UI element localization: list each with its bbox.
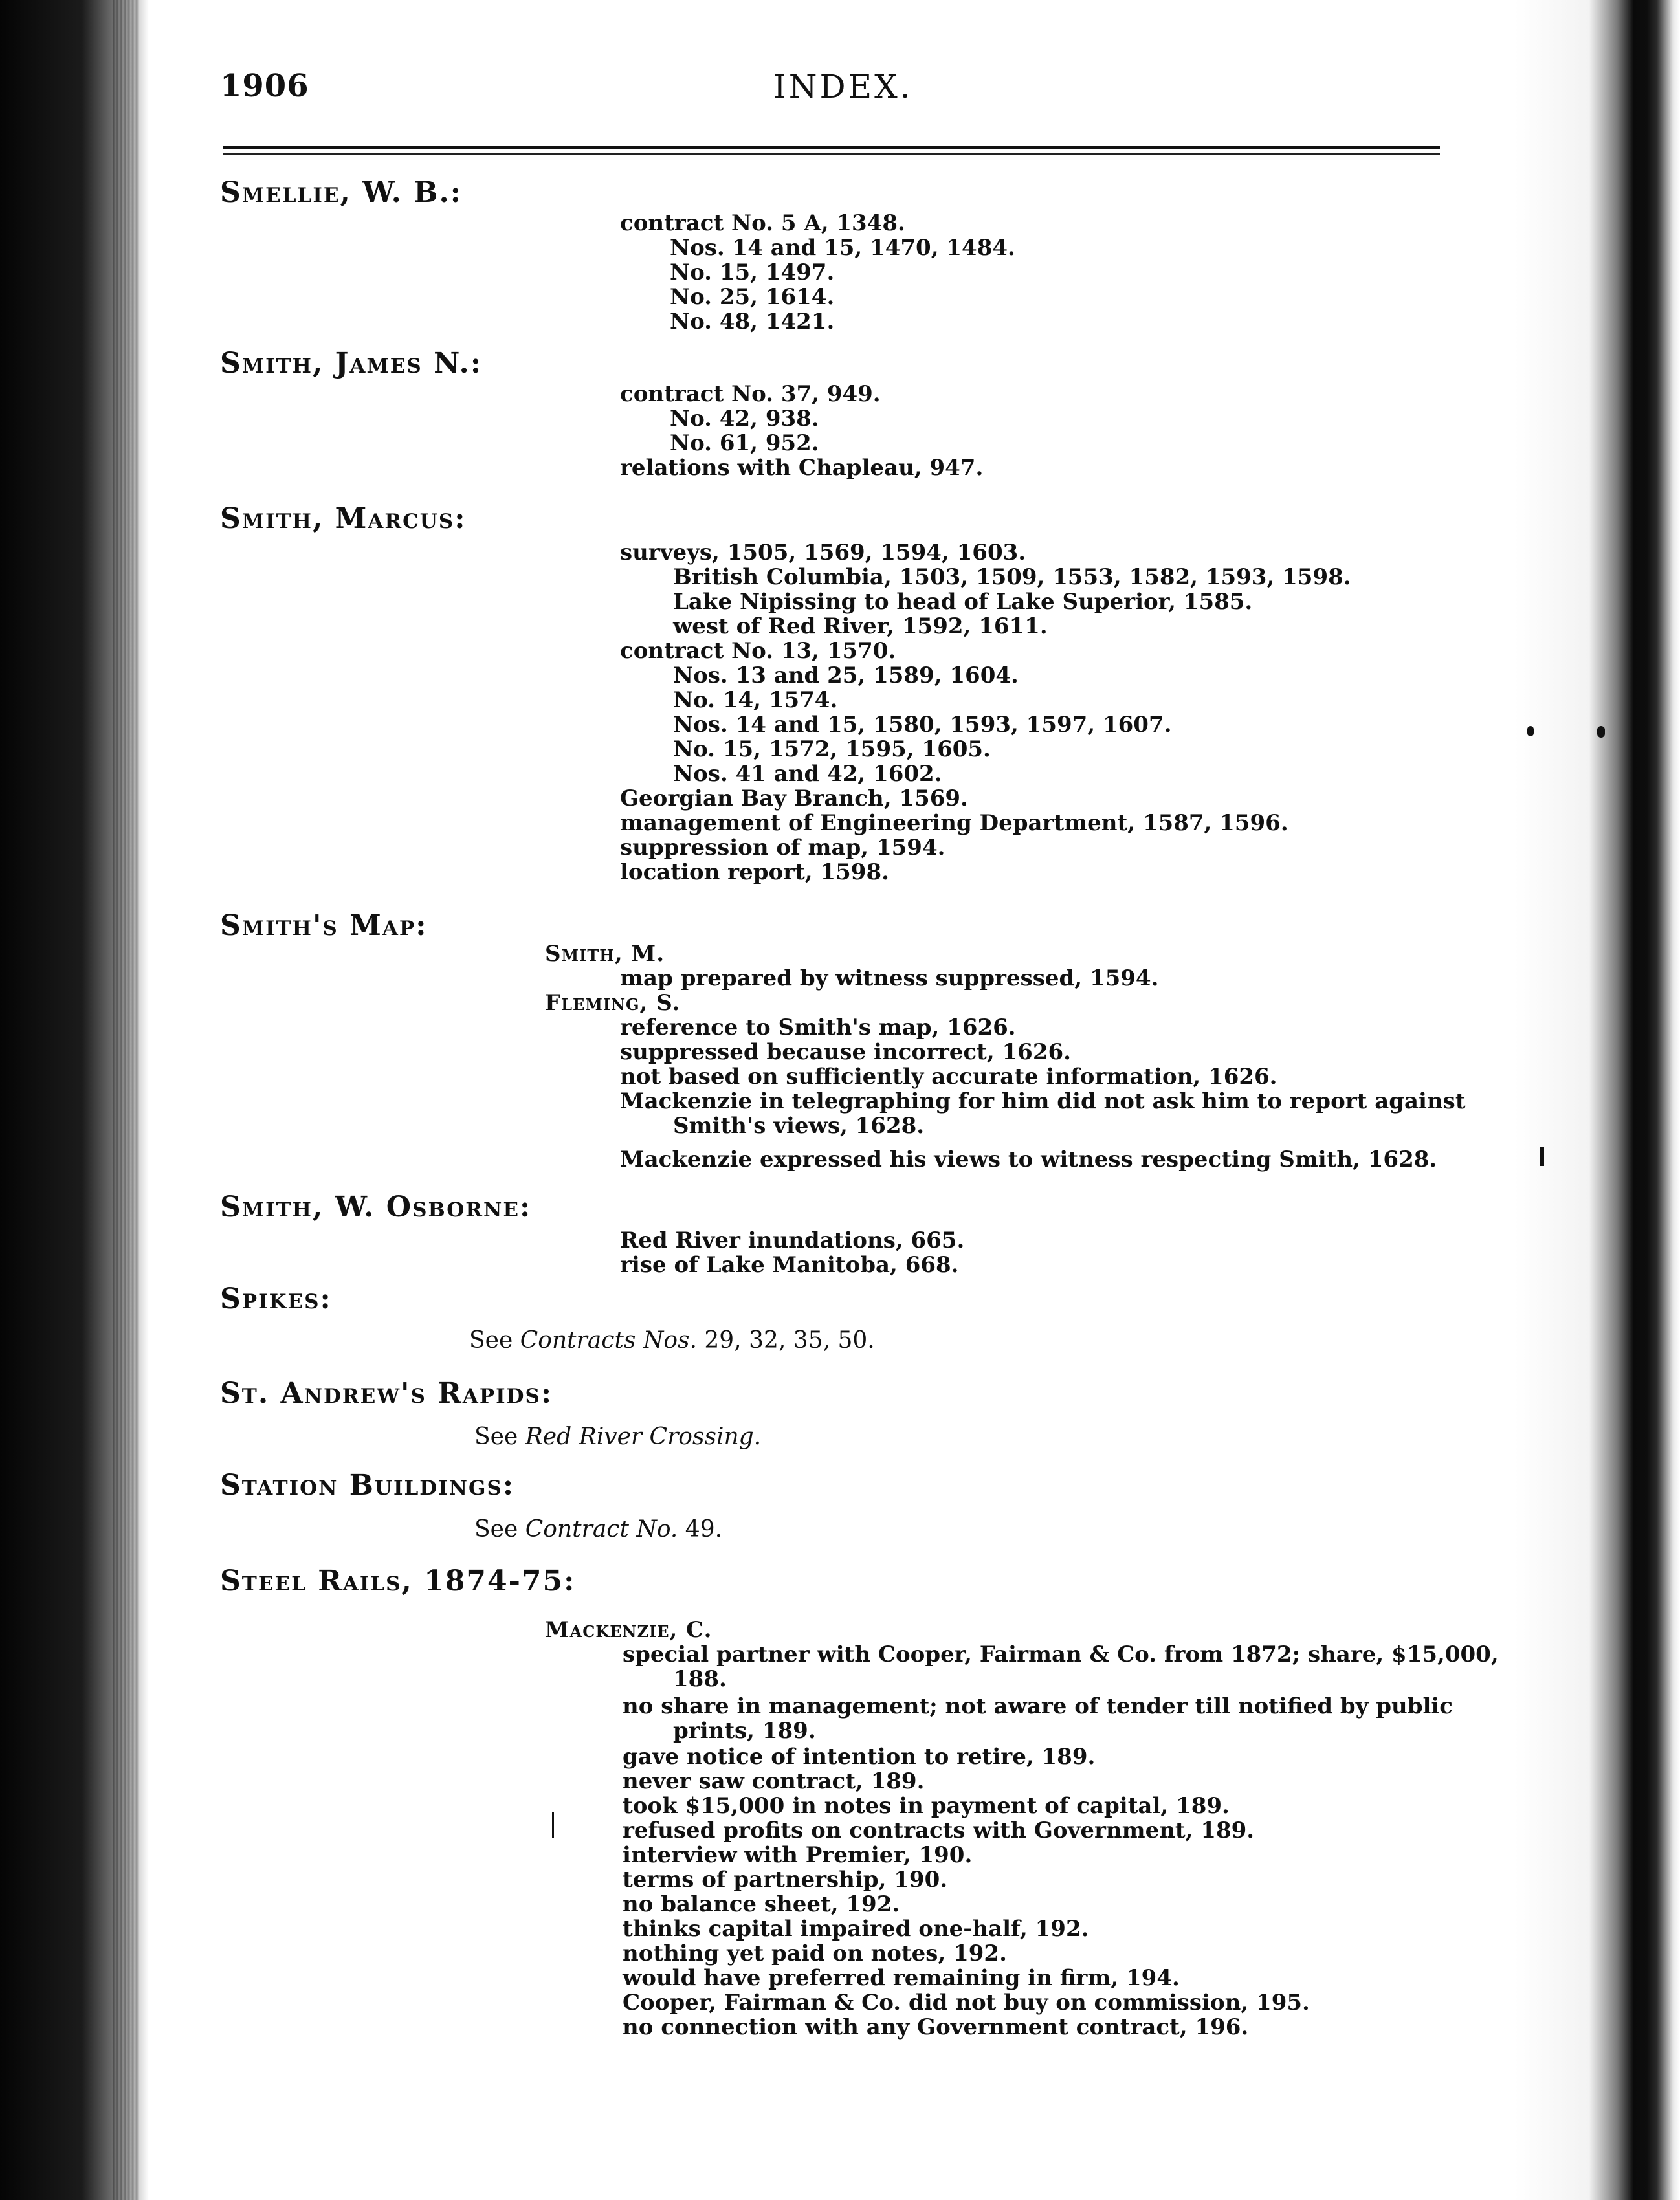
entry-line: terms of partnership, 190. bbox=[623, 1867, 948, 1893]
entry-line: Nos. 41 and 42, 1602. bbox=[673, 761, 942, 787]
entry-line: special partner with Cooper, Fairman & Co. from 1872; share, $15,000, bbox=[623, 1642, 1499, 1667]
entry-line: contract No. 13, 1570. bbox=[620, 638, 896, 664]
page-title: INDEX. bbox=[773, 68, 913, 105]
entry-line: no balance sheet, 192. bbox=[623, 1891, 900, 1917]
scan-mark bbox=[1527, 726, 1534, 736]
scan-mark bbox=[1540, 1147, 1544, 1166]
entry-line: Mackenzie in telegraphing for him did not ask him to report against bbox=[620, 1088, 1466, 1114]
entry-heading: Station Buildings: bbox=[220, 1469, 515, 1502]
entry-line: no share in management; not aware of tender till notified by public bbox=[623, 1693, 1453, 1719]
entry-line: 188. bbox=[673, 1666, 727, 1692]
entry-line: Nos. 14 and 15, 1470, 1484. bbox=[670, 235, 1015, 261]
header-rule-thin bbox=[223, 153, 1440, 155]
witness-name: Smith, M. bbox=[545, 941, 665, 967]
entry-line: No. 25, 1614. bbox=[670, 284, 835, 310]
entry-line: Mackenzie expressed his views to witness respecting Smith, 1628. bbox=[620, 1147, 1437, 1172]
entry-line: surveys, 1505, 1569, 1594, 1603. bbox=[620, 540, 1026, 566]
witness-name: Mackenzie, C. bbox=[545, 1617, 713, 1643]
entry-line: No. 14, 1574. bbox=[673, 687, 838, 713]
scan-mark bbox=[552, 1812, 554, 1838]
entry-line: would have preferred remaining in firm, 194. bbox=[623, 1965, 1180, 1991]
entry-line: took $15,000 in notes in payment of capital, 189. bbox=[623, 1793, 1230, 1819]
entry-line: not based on sufficiently accurate information, 1626. bbox=[620, 1064, 1277, 1090]
entry-line: gave notice of intention to retire, 189. bbox=[623, 1744, 1096, 1770]
see-reference: See Red River Crossing. bbox=[474, 1424, 762, 1450]
entry-line: Nos. 14 and 15, 1580, 1593, 1597, 1607. bbox=[673, 712, 1172, 738]
entry-line: thinks capital impaired one-half, 192. bbox=[623, 1916, 1089, 1942]
entry-line: refused profits on contracts with Government, 189. bbox=[623, 1818, 1255, 1843]
header-rule bbox=[223, 146, 1440, 149]
entry-line: No. 48, 1421. bbox=[670, 309, 835, 335]
entry-line: rise of Lake Manitoba, 668. bbox=[620, 1252, 959, 1278]
entry-line: Red River inundations, 665. bbox=[620, 1227, 965, 1253]
entry-heading: Smellie, W. B.: bbox=[220, 176, 463, 209]
entry-line: reference to Smith's map, 1626. bbox=[620, 1015, 1016, 1040]
page-number: 1906 bbox=[220, 68, 309, 104]
entry-line: location report, 1598. bbox=[620, 859, 889, 885]
entry-heading: Smith, James N.: bbox=[220, 347, 483, 380]
scan-mark bbox=[1597, 726, 1605, 738]
entry-line: suppression of map, 1594. bbox=[620, 835, 945, 861]
entry-line: contract No. 37, 949. bbox=[620, 381, 881, 407]
entry-line: no connection with any Government contract, 196. bbox=[623, 2014, 1249, 2040]
entry-heading: St. Andrew's Rapids: bbox=[220, 1377, 553, 1410]
entry-line: No. 15, 1497. bbox=[670, 259, 835, 285]
entry-line: nothing yet paid on notes, 192. bbox=[623, 1941, 1007, 1966]
entry-line: Cooper, Fairman & Co. did not buy on commission, 195. bbox=[623, 1990, 1310, 2016]
entry-heading: Smith, W. Osborne: bbox=[220, 1191, 532, 1224]
entry-line: interview with Premier, 190. bbox=[623, 1842, 973, 1868]
entry-line: British Columbia, 1503, 1509, 1553, 1582, 1593, 1598. bbox=[673, 564, 1351, 590]
entry-line: No. 61, 952. bbox=[670, 430, 819, 456]
see-reference: See Contract No. 49. bbox=[474, 1516, 723, 1543]
entry-heading: Smith's Map: bbox=[220, 909, 428, 942]
entry-line: No. 42, 938. bbox=[670, 406, 819, 432]
entry-line: contract No. 5 A, 1348. bbox=[620, 210, 905, 236]
entry-line: management of Engineering Department, 1587, 1596. bbox=[620, 810, 1288, 836]
entry-heading: Steel Rails, 1874-75: bbox=[220, 1565, 576, 1598]
entry-line: suppressed because incorrect, 1626. bbox=[620, 1039, 1071, 1065]
entry-line: Lake Nipissing to head of Lake Superior, 1585. bbox=[673, 589, 1253, 615]
entry-line: relations with Chapleau, 947. bbox=[620, 455, 984, 481]
entry-line: Nos. 13 and 25, 1589, 1604. bbox=[673, 663, 1019, 688]
see-reference: See Contracts Nos. 29, 32, 35, 50. bbox=[469, 1327, 875, 1354]
entry-line: No. 15, 1572, 1595, 1605. bbox=[673, 736, 991, 762]
witness-name: Fleming, S. bbox=[545, 990, 681, 1016]
entry-heading: Smith, Marcus: bbox=[220, 502, 467, 535]
entry-line: never saw contract, 189. bbox=[623, 1768, 925, 1794]
entry-line: Smith's views, 1628. bbox=[673, 1113, 925, 1139]
entry-line: prints, 189. bbox=[673, 1718, 816, 1744]
entry-line: Georgian Bay Branch, 1569. bbox=[620, 786, 968, 811]
entry-line: west of Red River, 1592, 1611. bbox=[673, 613, 1048, 639]
entry-line: map prepared by witness suppressed, 1594. bbox=[620, 965, 1159, 991]
entry-heading: Spikes: bbox=[220, 1282, 332, 1315]
